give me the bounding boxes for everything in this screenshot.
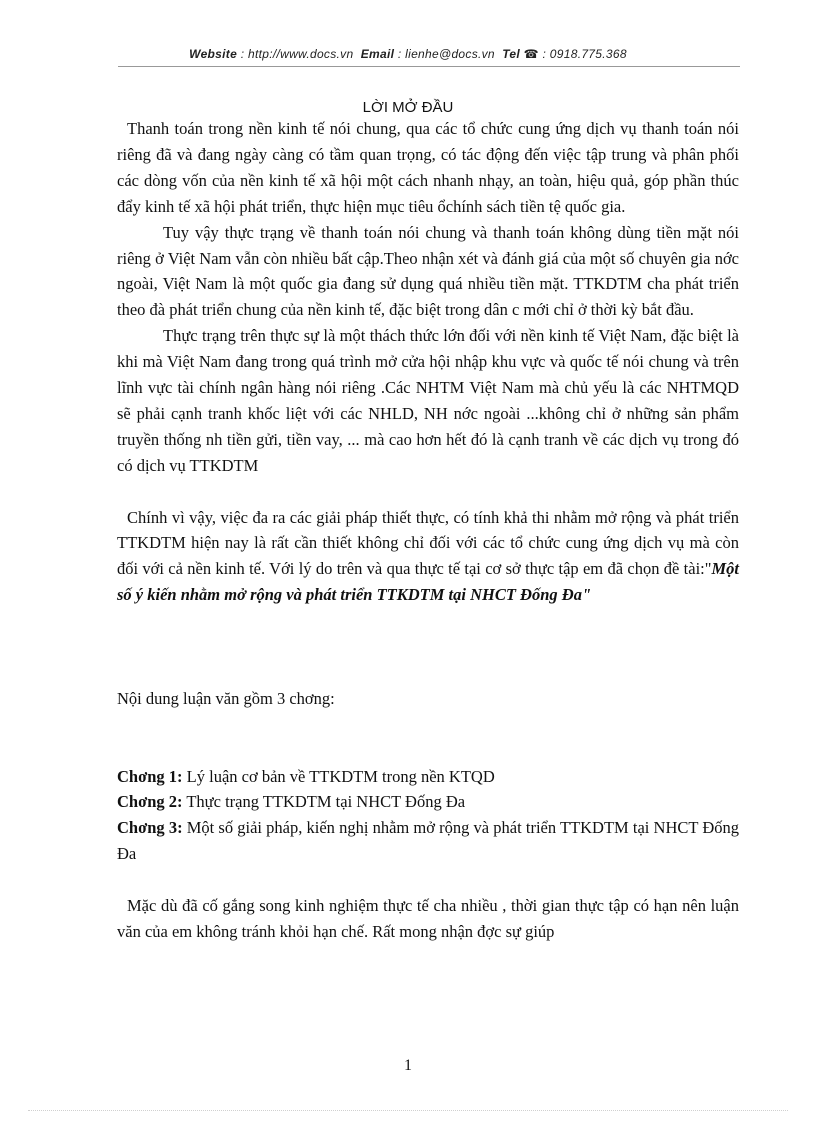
phone-icon: ☎ bbox=[523, 47, 539, 61]
website-value: : http://www.docs.vn bbox=[240, 47, 354, 61]
chapter-1 bbox=[117, 764, 739, 790]
tel-value: : 0918.775.368 bbox=[542, 47, 627, 61]
chapter-2 bbox=[117, 789, 739, 815]
paragraph-3: Thực trạng trên thực sự là một thách thức lớn đối với nền kinh tế Việt Nam, đặc biệt là khi mà Việt Nam đang trong quá trình mở cửa hội nhập khu vực và quốc tế nói chung và trên lĩnh vực tài chính ngân hàng nói riêng .Các NHTM Việt Nam mà chủ yếu là các NHTMQD sẽ phải cạnh tranh khốc liệt với các NHLD, NH nớc ngoài ...không chỉ ở những sản phẩm truyền thống nh tiền gửi, tiền vay, ... mà cao hơn hết đó là cạnh tranh về các dịch vụ trong đó có dịch vụ TTKDTM bbox=[117, 326, 739, 475]
email-value: : lienhe@docs.vn bbox=[397, 47, 495, 61]
paragraph-5: Nội dung luận văn gồm 3 chơng: bbox=[117, 688, 335, 708]
email-label: Email bbox=[360, 47, 395, 61]
page-title: LỜI MỞ ĐẦU bbox=[362, 99, 454, 116]
chapter-1-label: Chơng 1: bbox=[117, 766, 183, 786]
paragraph-4 bbox=[117, 505, 739, 609]
thesis-topic: Một số ý kiến nhằm mở rộng và phát triển TTKDTM tại NHCT Đống Đa" bbox=[117, 559, 739, 605]
chapter-3-label: Chơng 3: bbox=[117, 818, 183, 838]
footer-divider bbox=[28, 1110, 788, 1111]
page-header bbox=[0, 47, 816, 61]
chapter-3 bbox=[117, 815, 739, 867]
tel-label: Tel bbox=[502, 47, 520, 61]
website-label: Website bbox=[189, 47, 238, 61]
chapter-3-text: Một số giải pháp, kiến nghị nhằm mở rộng và phát triển TTKDTM tại NHCT Đống Đa bbox=[117, 818, 739, 864]
paragraph-4-lead: Chính vì vậy, việc đa ra các giải pháp thiết thực, có tính khả thi nhằm mở rộng và phát triển TTKDTM hiện nay là rất cần thiết không chỉ đối với các tổ chức cung ứng dịch vụ mà còn đối với cả nền kinh tế. Với lý do trên và qua thực tế tại cơ sở thực tập em đã chọn đề tài:" bbox=[117, 507, 739, 579]
page-number: 1 bbox=[404, 1057, 412, 1074]
chapter-2-label: Chơng 2: bbox=[117, 792, 183, 812]
chapter-2-text: Thực trạng TTKDTM tại NHCT Đống Đa bbox=[182, 792, 466, 812]
paragraph-1: Thanh toán trong nền kinh tế nói chung, qua các tổ chức cung ứng dịch vụ thanh toán nói riêng đã và đang ngày càng có tầm quan trọng, có tác động đến việc tập trung và phân phối các dòng vốn của nền kinh tế xã hội một cách nhanh nhạy, an toàn, hiệu quả, góp phần thúc đẩy kinh tế xã hội phát triển, thực hiện mục tiêu ổchính sách tiền tệ quốc gia. bbox=[117, 119, 739, 216]
paragraph-2: Tuy vậy thực trạng về thanh toán nói chung và thanh toán không dùng tiền mặt nói riêng ở Việt Nam vẫn còn nhiều bất cập.Theo nhận xét và đánh giá của một số chuyên gia nớc ngoài, Việt Nam là một quốc gia đang sử dụng quá nhiều tiền mặt. TTKDTM cha phát triển theo đà phát triển chung của nền kinh tế, đặc biệt trong dân c mới chỉ ở thời kỳ bắt đầu. bbox=[117, 222, 739, 320]
header-divider bbox=[118, 66, 740, 67]
paragraph-6: Mặc dù đã cố gắng song kinh nghiệm thực tế cha nhiều , thời gian thực tập có hạn nên luận văn của em không tránh khỏi hạn chế. Rất mong nhận đợc sự giúp bbox=[117, 896, 739, 941]
chapter-1-text: Lý luận cơ bản về TTKDTM trong nền KTQD bbox=[182, 766, 495, 786]
document-body bbox=[117, 116, 739, 945]
